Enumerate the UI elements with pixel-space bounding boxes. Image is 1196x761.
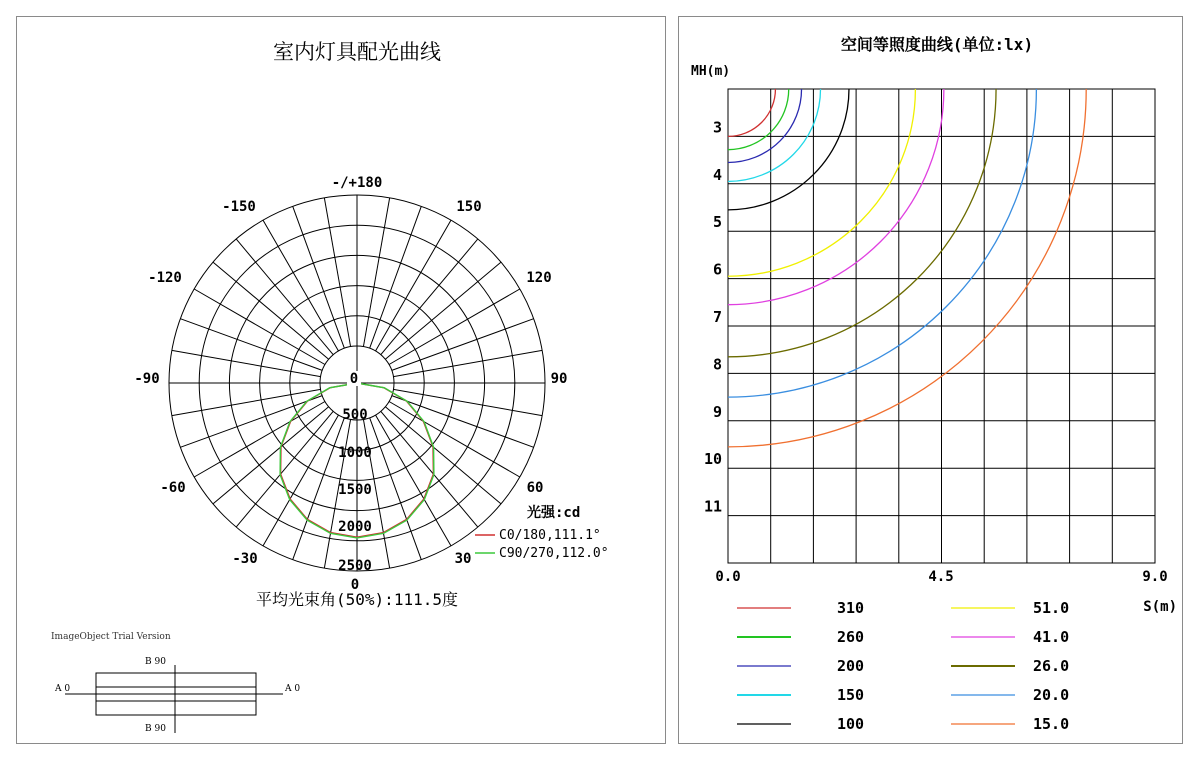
diagram-label-b-bottom: B 90 <box>145 724 166 734</box>
polar-spoke <box>370 418 422 560</box>
legend-label: 150 <box>837 686 865 704</box>
legend-label: 26.0 <box>1033 657 1070 675</box>
isolux-legend <box>737 599 1069 733</box>
polar-spoke <box>213 407 329 504</box>
angle-label-180: -/+180 <box>331 175 383 191</box>
isolux-chart-panel <box>678 16 1183 744</box>
legend-label-c90: C90/270,112.0° <box>499 546 609 561</box>
radial-label-2500: 2500 <box>338 558 372 574</box>
radial-label-1500: 1500 <box>338 482 372 498</box>
polar-spoke <box>392 396 534 448</box>
polar-chart-title: 室内灯具配光曲线 <box>273 40 441 64</box>
polar-spoke <box>293 418 345 560</box>
x-tick-label: 9.0 <box>1142 569 1168 585</box>
x-tick-label: 0.0 <box>715 569 741 585</box>
polar-spoke <box>385 407 501 504</box>
isolux-curve-150 <box>728 89 821 181</box>
angle-label-neg120: -120 <box>148 270 182 286</box>
isolux-curve-41.0 <box>728 89 944 305</box>
y-tick-label: 4 <box>712 165 722 184</box>
angle-label-120: 120 <box>526 270 552 286</box>
polar-spoke <box>236 239 333 355</box>
isolux-curve-20.0 <box>728 89 1036 397</box>
polar-spoke <box>363 198 389 347</box>
polar-spoke <box>180 319 322 371</box>
y-tick-label: 7 <box>712 308 722 326</box>
y-tick-label: 9 <box>712 402 722 421</box>
angle-label-neg150: -150 <box>222 199 256 215</box>
legend-label: 200 <box>837 657 865 675</box>
legend-label: 20.0 <box>1033 686 1070 704</box>
polar-spoke <box>393 350 542 376</box>
polar-spoke <box>293 206 345 348</box>
legend-label: 51.0 <box>1033 599 1070 617</box>
angle-label-90: 90 <box>550 371 568 387</box>
y-axis-label: MH(m) <box>691 64 731 79</box>
isolux-grid <box>728 89 1155 563</box>
polar-spoke <box>172 350 321 376</box>
polar-unit-label: 光强:cd <box>527 505 581 521</box>
angle-label-0: 0 <box>350 577 360 593</box>
polar-spoke <box>370 206 422 348</box>
polar-spoke <box>236 411 333 527</box>
diagram-label-a-left: A 0 <box>55 684 71 694</box>
polar-spoke <box>385 262 501 359</box>
legend-label: 100 <box>837 715 865 733</box>
legend-label: 310 <box>837 599 865 617</box>
angle-label-60: 60 <box>526 480 544 496</box>
y-tick-label: 8 <box>712 355 722 374</box>
isolux-curve-100 <box>728 89 849 210</box>
y-tick-label: 5 <box>712 213 722 232</box>
polar-spoke <box>381 239 478 355</box>
legend-label: 41.0 <box>1033 628 1070 646</box>
isolux-curve-26.0 <box>728 89 996 357</box>
polar-spoke <box>324 198 350 347</box>
diagram-label-b-top: B 90 <box>145 657 166 667</box>
isolux-chart <box>679 17 1184 745</box>
isolux-curve-200 <box>728 89 802 162</box>
isolux-curve-310 <box>728 89 775 136</box>
radial-label-1000: 1000 <box>338 445 372 461</box>
polar-spoke <box>180 396 322 448</box>
y-tick-label: 6 <box>712 260 722 279</box>
y-tick-label: 3 <box>712 118 722 137</box>
isolux-curves <box>728 89 1086 447</box>
beam-angle-text: 平均光束角(50%):111.5度 <box>256 590 458 609</box>
polar-radial-labels <box>338 371 372 574</box>
diagram-label-a-right: A 0 <box>285 684 301 694</box>
legend-label-c0: C0/180,111.1° <box>499 528 601 543</box>
angle-label-neg30: -30 <box>232 551 258 567</box>
polar-chart <box>17 17 667 745</box>
orientation-diagram <box>54 657 300 734</box>
radial-label-2000: 2000 <box>338 519 372 535</box>
x-tick-labels <box>715 569 1167 585</box>
y-tick-labels <box>704 118 722 515</box>
polar-spoke <box>392 319 534 371</box>
radial-label-500: 500 <box>342 407 368 423</box>
legend-label: 15.0 <box>1033 715 1070 733</box>
y-tick-label: 10 <box>703 450 722 469</box>
polar-chart-panel <box>16 16 666 744</box>
polar-spoke <box>381 411 478 527</box>
x-tick-label: 4.5 <box>928 569 954 585</box>
angle-label-neg60: -60 <box>160 480 186 496</box>
radial-label-0: 0 <box>349 371 359 387</box>
legend-label: 260 <box>837 628 865 646</box>
watermark-text: ImageObject Trial Version <box>51 632 171 642</box>
polar-spoke <box>213 262 329 359</box>
isolux-curve-51.0 <box>728 89 915 276</box>
y-tick-label: 11 <box>703 497 722 516</box>
x-axis-label: S(m) <box>1143 599 1177 615</box>
isolux-chart-title: 空间等照度曲线(单位:lx) <box>840 35 1034 54</box>
angle-label-neg90: -90 <box>134 371 160 387</box>
angle-label-150: 150 <box>456 199 482 215</box>
angle-label-30: 30 <box>454 551 472 567</box>
